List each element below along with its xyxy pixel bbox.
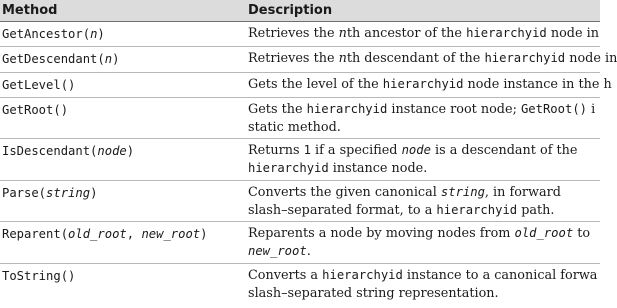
code-text: IsDescendant( (2, 144, 98, 158)
text-segment: slash–separated string representation. (248, 285, 499, 301)
text-segment: Gets the level of the (248, 77, 383, 92)
description-line (248, 202, 600, 220)
code-text: ) (200, 227, 208, 241)
code-text: ) (126, 144, 135, 158)
column-header-description: Description (248, 3, 333, 18)
text-segment: th ancestor of the (346, 26, 467, 41)
method-cell (2, 50, 119, 68)
description-cell (248, 25, 600, 43)
table-header (0, 0, 600, 22)
text-segment: . (306, 243, 311, 259)
code-text: Parse( (2, 186, 47, 200)
code-text: old_root (68, 227, 127, 241)
code-text: GetLevel() (2, 78, 76, 92)
code-text: ) (97, 27, 105, 41)
text-segment: Reparents a node by moving nodes from (248, 226, 515, 241)
code-text: Reparent( (2, 227, 69, 241)
text-segment: if a specified (310, 143, 402, 158)
text-segment: node instance in the h (463, 77, 612, 92)
description-line (248, 160, 600, 178)
description-line (248, 285, 600, 303)
description-cell (248, 184, 600, 219)
code-text: string (440, 185, 485, 199)
description-cell (248, 225, 600, 260)
table-row (0, 222, 600, 264)
code-text: 1 (303, 143, 311, 157)
italic-text: n (338, 26, 347, 41)
text-segment: Retrieves the (248, 26, 339, 41)
code-text: hierarchyid (248, 160, 329, 175)
method-cell (2, 225, 207, 243)
table-row (0, 98, 600, 139)
code-text: hierarchyid (382, 77, 464, 91)
text-segment: path. (517, 202, 555, 218)
method-cell (2, 25, 105, 43)
description-line (248, 25, 600, 43)
text-segment: , in forward (484, 185, 561, 200)
description-line (248, 119, 600, 137)
table-row (0, 47, 617, 73)
code-text: old_root (514, 226, 574, 240)
description-line (248, 267, 600, 285)
code-text: hierarchyid (306, 102, 388, 116)
description-cell (248, 142, 600, 177)
text-segment: Retrieves the (248, 51, 339, 66)
code-text: GetRoot() (2, 103, 69, 117)
text-segment: Converts a (248, 268, 323, 283)
code-text: GetRoot() (520, 102, 587, 116)
italic-text: n (338, 51, 347, 66)
text-segment: instance to a canonical forwa (402, 268, 598, 283)
description-cell (248, 101, 600, 136)
table-row (0, 139, 600, 181)
text-segment: slash–separated format, to a (248, 202, 437, 218)
description-cell (248, 76, 612, 94)
text-segment: Returns (248, 143, 304, 158)
description-line (248, 225, 600, 243)
method-cell (2, 142, 134, 160)
text-segment: static method. (248, 119, 341, 135)
text-segment: i (587, 102, 596, 117)
table-row (0, 264, 600, 308)
description-line (248, 50, 617, 68)
code-text: n (90, 27, 98, 41)
text-segment: instance root node; (387, 102, 521, 117)
text-segment: instance node. (328, 160, 428, 176)
code-text: new_root (141, 227, 201, 241)
code-text: string (46, 186, 91, 200)
code-text: ToString() (2, 269, 76, 283)
table-row (0, 73, 612, 98)
code-text: new_root (248, 243, 307, 258)
description-line (248, 142, 600, 160)
text-segment: Gets the (248, 102, 307, 117)
description-cell (248, 50, 617, 68)
description-line (248, 243, 600, 261)
code-text: ) (90, 186, 98, 200)
description-line (248, 184, 600, 202)
code-text: hierarchyid (484, 51, 566, 65)
code-text: hierarchyid (466, 26, 547, 40)
text-segment: is a descendant of the (430, 143, 578, 158)
text-segment: node in (546, 26, 599, 41)
method-cell (2, 267, 75, 285)
code-text: node (401, 143, 431, 157)
code-text: GetAncestor( (2, 27, 91, 41)
text-segment: th descendant of the (346, 51, 485, 66)
text-segment: to (573, 226, 591, 241)
code-text: n (104, 52, 113, 66)
text-segment: Converts the given canonical (248, 185, 441, 200)
code-text: hierarchyid (436, 202, 518, 217)
text-segment: node in (565, 51, 617, 66)
table-row (0, 181, 600, 222)
method-cell (2, 101, 68, 119)
description-line (248, 101, 600, 119)
code-text: node (97, 144, 127, 158)
column-header-method: Method (2, 3, 58, 18)
description-cell (248, 267, 600, 302)
method-cell (2, 184, 97, 202)
code-text: GetDescendant( (2, 52, 105, 66)
code-text: ) (112, 52, 120, 66)
code-text: , (126, 227, 142, 241)
method-cell (2, 76, 75, 94)
table-row (0, 22, 600, 47)
code-text: hierarchyid (322, 268, 403, 282)
description-line (248, 76, 612, 94)
